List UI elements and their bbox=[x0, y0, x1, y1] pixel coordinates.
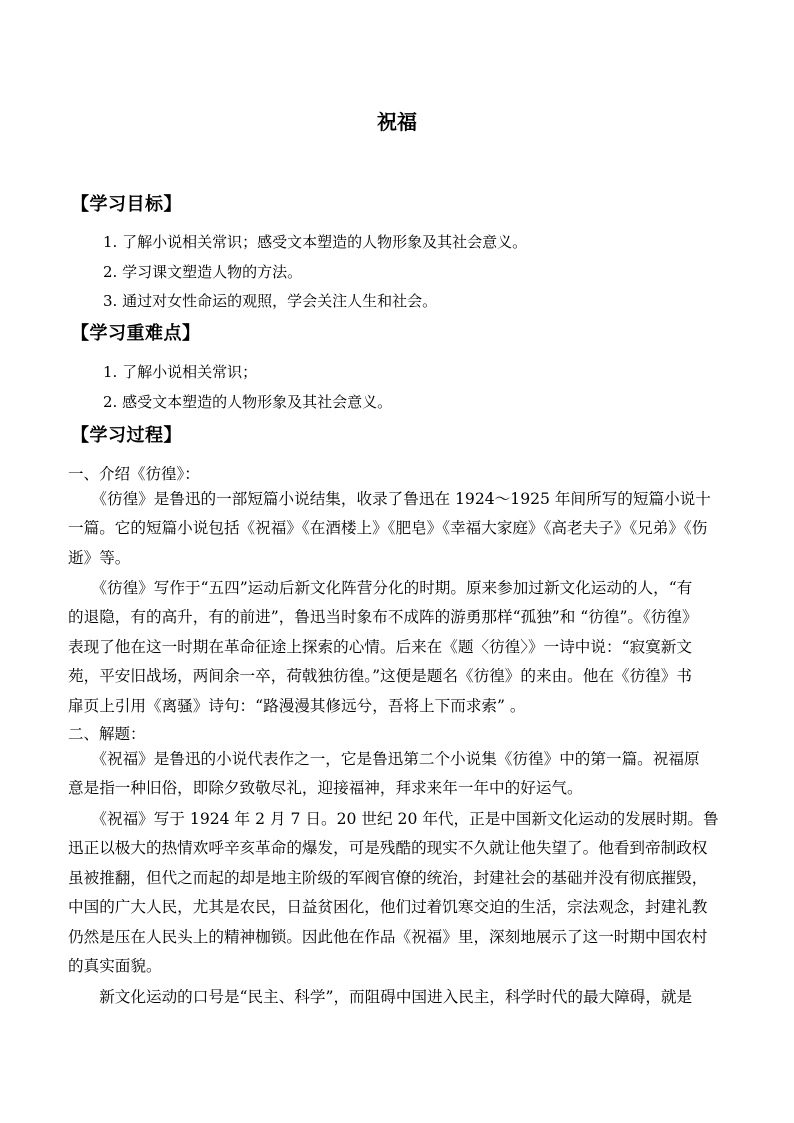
text-line: 《祝福》是鲁迅的小说代表作之一，它是鲁迅第二个小说集《彷徨》中的第一篇。祝福原 bbox=[68, 750, 700, 768]
goal-item: 2. 学习课文塑造人物的方法。 bbox=[103, 263, 303, 281]
section1-paragraph1 bbox=[68, 485, 728, 573]
keypoint-item: 1. 了解小说相关常识； bbox=[103, 363, 258, 381]
process-heading: 【学习过程】 bbox=[71, 425, 182, 446]
section2-title: 二、解题： bbox=[68, 725, 146, 743]
section1-title: 一、介绍《彷徨》： bbox=[68, 465, 200, 483]
section1-paragraph2 bbox=[68, 574, 728, 721]
text-line: 意是指一种旧俗，即除夕致敬尽礼，迎接福神，拜求来年一年中的好运气。 bbox=[68, 779, 583, 798]
text-line: 《彷徨》是鲁迅的一部短篇小说结集，收录了鲁迅在 1924～1925 年间所写的短篇小说十 bbox=[68, 490, 711, 508]
text-line: 一篇。它的短篇小说包括《祝福》《在酒楼上》《肥皂》《幸福大家庭》《高老夫子》《兄弟》《伤 bbox=[68, 519, 708, 538]
text-line: 扉页上引用《离骚》诗句：“路漫漫其修远兮，吾将上下而求索” 。 bbox=[68, 696, 526, 715]
text-line: 迅正以极大的热情欢呼辛亥革命的爆发，可是残酷的现实不久就让他失望了。他看到帝制政权 bbox=[68, 839, 708, 858]
text-line: 《祝福》写于 1924 年 2 月 7 日。20 世纪 20 年代，正是中国新文化运动的发展时期。鲁 bbox=[68, 810, 719, 828]
text-line: 《彷徨》写作于“五四”运动后新文化阵营分化的时期。原来参加过新文化运动的人，“有 bbox=[68, 579, 693, 597]
text-line: 苑，平安旧战场，两间余一卒，荷戟独彷徨。”这便是题名《彷徨》的来由。他在《彷徨》书 bbox=[68, 667, 692, 686]
section2-paragraph3 bbox=[68, 983, 728, 1012]
text-line: 新文化运动的口号是“民主、科学”，而阻碍中国进入民主，科学时代的最大障碍，就是 bbox=[68, 988, 693, 1006]
keypoints-heading: 【学习重难点】 bbox=[71, 323, 201, 344]
text-line: 虽被推翻，但代之而起的却是地主阶级的军阀官僚的统治，封建社会的基础并没有彻底摧毁， bbox=[68, 868, 708, 887]
text-line: 仍然是压在人民头上的精神枷锁。因此他在作品《祝福》里，深刻地展示了这一时期中国农村 bbox=[68, 927, 708, 946]
text-line: 表现了他在这一时期在革命征途上探索的心情。后来在《题〈彷徨〉》一诗中说：“寂寞新文 bbox=[68, 637, 692, 656]
text-line: 的真实面貌。 bbox=[68, 957, 162, 976]
goal-item: 1. 了解小说相关常识；感受文本塑造的人物形象及其社会意义。 bbox=[103, 233, 528, 251]
text-line: 逝》等。 bbox=[68, 548, 131, 567]
text-line: 中国的广大人民，尤其是农民，日益贫困化，他们过着饥寒交迫的生活，宗法观念，封建礼教 bbox=[68, 898, 708, 917]
section2-paragraph1 bbox=[68, 745, 728, 804]
goals-heading: 【学习目标】 bbox=[71, 194, 182, 215]
text-line: 的退隐，有的高升，有的前进”，鲁迅当时象布不成阵的游勇那样“孤独”和 “彷徨”。《彷徨》 bbox=[68, 608, 698, 627]
keypoint-item: 2. 感受文本塑造的人物形象及其社会意义。 bbox=[103, 393, 393, 411]
document-title: 祝福 bbox=[377, 110, 417, 134]
goal-item: 3. 通过对女性命运的观照，学会关注人生和社会。 bbox=[103, 292, 438, 310]
section2-paragraph2 bbox=[68, 805, 728, 981]
